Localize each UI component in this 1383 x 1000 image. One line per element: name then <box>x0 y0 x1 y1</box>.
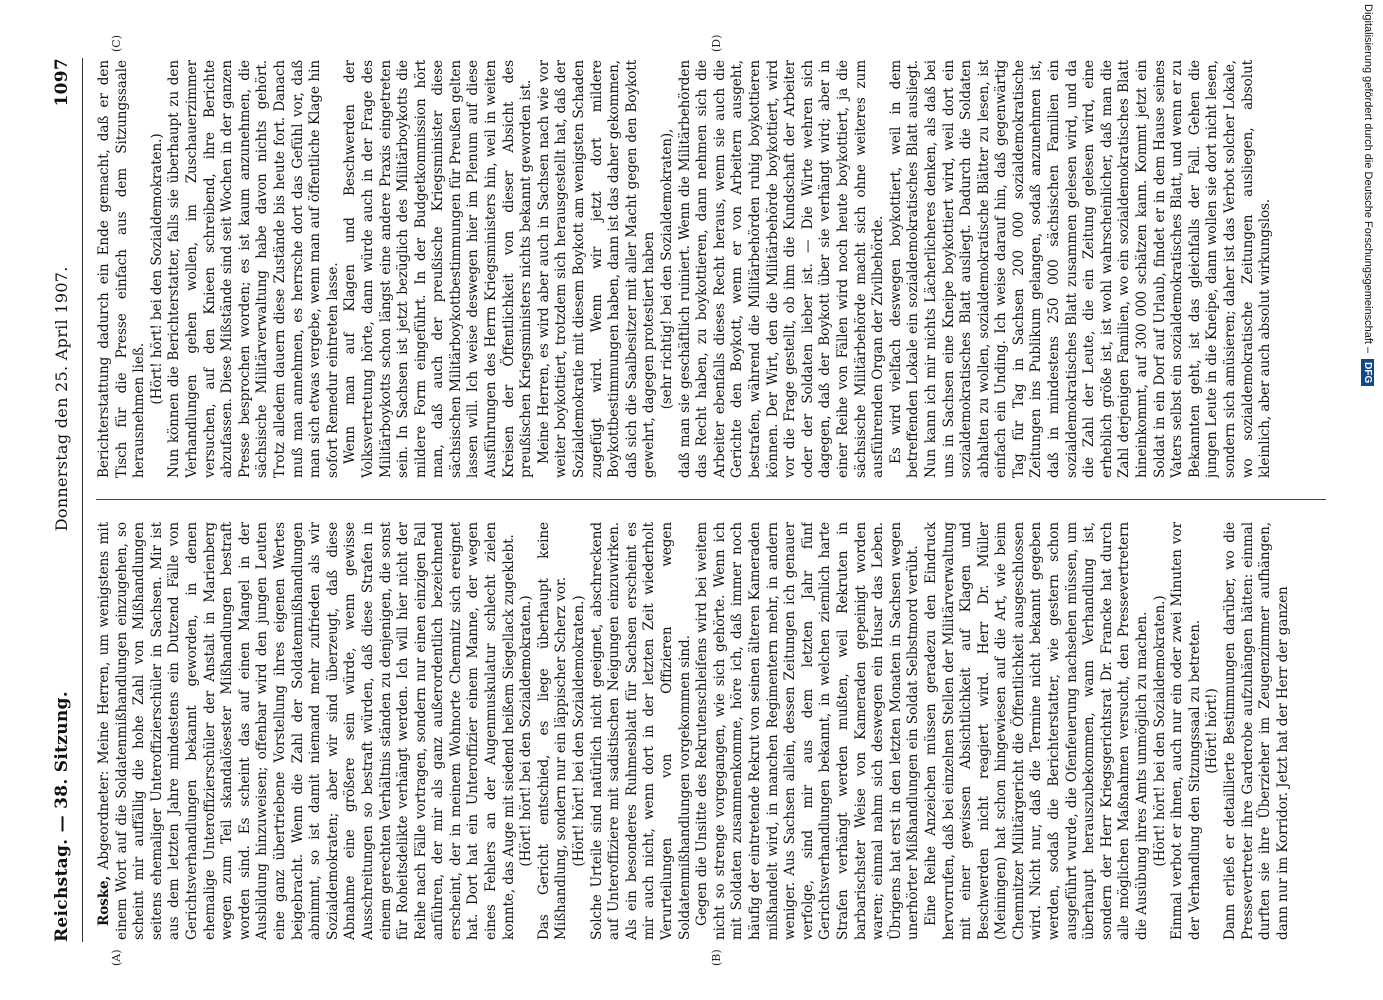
paragraph-text: (Hört! hört! bei den Sozialdemokraten.) <box>148 133 165 405</box>
paragraph <box>96 522 518 940</box>
header-date: Donnerstag den 25. April 1907. <box>52 266 71 532</box>
paragraph-text: Berichterstattung dadurch ein Ende gemacht, daß er den Tisch für die Presse einfach aus dem Sitzungssaale herausnehmen ließ. <box>96 60 148 478</box>
margin-marker-d: (D) <box>710 34 723 52</box>
header-session: Reichstag. — 38. Sitzung. <box>52 691 72 942</box>
paragraph-text: (sehr richtig! bei den Sozialdemokraten), <box>659 128 675 410</box>
paragraph-text: Das Gericht entschied, es liege überhaupt keine Mißhandlung, sondern nur ein läppischer Scherz vor. <box>535 522 570 940</box>
paragraph-text: Eine Reihe Anzeichen müssen geradezu den Eindruck hervorrufen, daß bei einzelnen Stellen der Militärverwaltung mit einer gewissen Absichtlichkeit auf Klagen und Beschwerden nicht reagiert wird. Herr Dr. Müller (Meiningen) hat schon hingewiesen auf die Art, wie beim Chemnitzer Militärgericht die Öffentlichkeit ausgeschlossen wird. Nicht nur, daß die Termine nicht bekannt gegeben werden, sodaß die Berichterstatter, wie gestern schon ausgeführt wurde, die Ofenfeuerung nachsehen müssen, um überhaupt herauszubekommen, wann Verhandlung ist, sondern der Herr Kriegsgerichtsrat Dr. Francke hat durch alle möglichen Maßnahmen versucht, den Pressevertretern die Ausübung ihres Amts unmöglich zu machen. <box>922 522 1151 940</box>
paragraph <box>536 60 659 478</box>
side-note-text: Digitalisierung gefördert durch die Deutsche Forschungsgemeinschaft – <box>1362 4 1374 354</box>
paragraph-text: Meine Herren, es wird aber auch in Sachsen nach wie vor weiter boykottiert, trotzdem sich herausgestellt hat, daß der Sozialdemokratie mit diesem Boykott am wenigsten Schaden zugefügt wird. Wenn wir jetzt dort mildere Boykottbestimmungen haben, dann ist das daher gekommen, daß sich die Saalbesitzer mit aller Macht gegen den Boykott gewehrt, dagegen protestiert haben <box>535 60 658 478</box>
paragraph <box>1204 522 1222 940</box>
margin-marker-c: (C) <box>110 35 123 52</box>
margin-marker-a: (A) <box>110 949 123 966</box>
column-divider <box>96 499 1326 500</box>
speaker-name: Roske, <box>96 875 112 926</box>
paragraph-text: Abgeordneter: Meine Herren, um wenigstens mit einem Wort auf die Soldatenmißhandlungen einzugehen, so scheint mir auffällig die hohe Zahl von Mißhandlungen seitens ehemaliger Unteroffizierschüler in Sachsen. Mir ist aus dem letzten Jahre mindestens ein Dutzend Fälle von Gerichtsverhandlungen bekannt geworden, in denen ehemalige Unteroffizierschüler der Anstalt in Marienberg wegen zum Teil skandalösester Mißhandlungen bestraft worden sind. Es scheint das auf einen Mangel in der Ausbildung hinzuweisen; offenbar wird den jungen Leuten eine ganz übertriebene Vorstellung ihres eigenen Wertes beigebracht. Wenn die Zahl der Soldatenmißhandlungen abnimmt, so ist damit niemand mehr zufrieden als wir Sozialdemokraten; aber wir sind überzeugt, daß diese Abnahme eine größere sein würde, wenn gewisse Ausschreitungen so bestraft würden, daß diese Strafen in einem gerechten Verhältnis ständen zu denjenigen, die sonst für Roheitsdelikte verhängt werden. Ich will hier nicht der Reihe nach Fälle vortragen, sondern nur einen einzigen Fall anführen, der mir als ganz außerordentlich bezeichnend erscheint, der in meinem Wohnorte Chemnitz sich ereignet hat. Dort hat ein Unteroffizier einem Manne, der wegen eines Fehlers an der Augenmuskulatur schlecht zielen konnte, das Auge mit siedend heißem Siegellack zugeklebt. <box>96 522 517 940</box>
page-header <box>52 58 83 942</box>
paragraph <box>571 522 589 940</box>
paragraph-text: (Hört! hört! bei den Sozialdemokraten.) <box>571 595 588 867</box>
paragraph <box>166 60 342 478</box>
paragraph-text: Dann erließ er detaillierte Bestimmungen darüber, wo die Pressevertreter ihre Garderobe aufzuhängen hätten: einmal durften sie ihre Überzieher im Zeugenzimmer aufhängen, dann nur im Korridor. Jetzt hat der Herr der ganzen <box>1222 522 1291 940</box>
paragraph-text: Wenn man auf Klagen und Beschwerden der Volksvertretung hörte, dann würde auch in der Frage des Militärboykotts schon längst eine andere Praxis eingetreten sein. In Sachsen ist jetzt bezüglich des Militärboykotts die mildere Form eingeführt. In der Budgetkommission hört man, daß auch der preußische Kriegsminister diese sächsischen Militärboykottbestimmungen für Preußen gelten lassen will. Ich weise deswegen hier im Plenum auf diese Ausführungen des Herrn Kriegsministers hin, weil in weiten Kreisen der Öffentlichkeit von dieser Absicht des preußischen Kriegsministers nichts bekannt geworden ist. <box>342 60 535 478</box>
paragraph-text: daß man sie geschäftlich ruiniert. Wenn die Militärbehörden das Recht haben, zu boykottieren, dann nehmen sich die Arbeiter ebenfalls dieses Recht heraus, wenn sie auch die Gerichte den Boykott, wenn er von Arbeitern ausgeht, bestrafen, während die Militärbehörden ruhig boykottieren können. Der Wirt, den die Militärbehörde boykottiert, wird vor die Frage gestellt, ob ihm die Kundschaft der Arbeiter oder der Soldaten lieber ist. — Die Wirte wehren sich dagegen, daß der Boykott über sie verhängt wird; aber in einer Reihe von Fällen wird noch heute boykottiert, ja die sächsische Militärbehörde macht sich ohne weiteres zum ausführenden Organ der Zivilbehörde. <box>676 60 887 478</box>
paragraph <box>659 60 677 478</box>
dfg-logo: DFG <box>1362 359 1375 386</box>
paragraph <box>1222 522 1292 940</box>
paragraph <box>677 60 888 478</box>
paragraph-text: (Hört! hört! bei den Sozialdemokraten.) <box>1151 595 1168 867</box>
page-number: 1097 <box>52 58 72 107</box>
paragraph <box>888 60 1275 478</box>
paragraph <box>1152 522 1170 940</box>
paragraph <box>589 522 695 940</box>
paragraph-text: Gegen die Unsitte des Rekrutenschleifens wird bei weitem nicht so strenge vorgegangen, wie sich gehörte. Wenn ich mit Soldaten zusammenkomme, höre ich, daß immer noch häufig der eintretende Rekrut von seinen älteren Kameraden mißhandelt wird, in manchen Regimentern mehr, in andern weniger. Aus Sachsen allein, dessen Zeitungen ich genauer verfolge, sind mir aus dem letzten Jahr fünf Gerichtsverhandlungen bekannt, in welchen ziemlich harte Strafen verhängt werden mußten, weil Rekruten in barbarischster Weise von Kameraden gepeinigt worden waren; einmal nahm sich deswegen ein Husar das Leben. Übrigens hat erst in den letzten Monaten in Sachsen wegen unerhörter Mißhandlungen ein Soldat Selbstmord verübt. <box>694 522 922 940</box>
paragraph-text: (Hört! hört!) <box>1204 688 1221 774</box>
paragraph <box>342 60 536 478</box>
paragraph <box>96 60 149 478</box>
paragraph <box>923 522 1152 940</box>
paragraph-text: Es wird vielfach deswegen boykottiert, weil in dem betreffenden Lokale ein sozialdemokratisches Blatt ausliegt. Nun kann ich mir nichts Lächerlicheres denken, als daß bei uns in Sachsen eine Kneipe boykottiert wird, weil dort ein sozialdemokratisches Blatt ausliegt. Dadurch die Soldaten abhalten zu wollen, sozialdemokratische Blätter zu lesen, ist einfach ein Unding. Ich weise darauf hin, daß gegenwärtig Tag für Tag in Sachsen 200 000 sozialdemokratische Zeitungen ins Publikum gelangen, sodaß anzunehmen ist, daß in mindestens 250 000 sächsischen Familien ein sozialdemokratisches Blatt zusammen gelesen wird, und da die Zahl der Leute, die ein Zeitung gelesen wird, eine erheblich größe ist, ist wohl wahrscheinlicher, daß man die Zahl derjenigen Familien, wo ein sozialdemokratisches Blatt hineinkommt, auf 300 000 schätzen kann. Kommt jetzt ein Soldat in ein Dorf auf Urlaub, findet er in dem Hause seines Vaters selbst ein sozialdemokratisches Blatt, und wenn er zu Bekannten geht, ist das gleichfalls der Fall. Gehen die jungen Leute in die Kneipe, dann wollen sie dort nicht lesen, sondern sich amüsieren; daher ist das Verbot solcher Lokale, wo sozialdemokratische Zeitungen ausliegen, absolut kleinlich, aber auch absolut wirkungslos. <box>887 60 1274 478</box>
paragraph-text: (Hört! hört! bei den Sozialdemokraten.) <box>518 595 535 867</box>
paragraph-text: Solche Urteile sind natürlich nicht geeignet, abschreckend auf Unteroffiziere mit sadistischen Neigungen einzuwirken. Als ein besonderes Ruhmesblatt für Sachsen erscheint es mir auch nicht, wenn dort in der letzten Zeit wiederholt Verurteilungen von Offizieren wegen Soldatenmißhandlungen vorgekommen sind. <box>588 522 693 940</box>
paragraph-text: Einmal verbot er ihnen, auch nur ein oder zwei Minuten vor der Verhandlung den Sitzungssaal zu betreten. <box>1169 522 1203 940</box>
paragraph <box>1169 522 1204 940</box>
side-note <box>1361 4 1379 604</box>
paragraph-text: Nun können die Berichterstatter, falls sie überhaupt zu den Verhandlungen gehen wollen, im Zuschauerzimmer versuchen, auf den Knieen schreibend, ihre Berichte abzufassen. Diese Mißstände sind seit Wochen in der ganzen Presse besprochen worden; es ist kaum anzunehmen, die sächsische Militärverwaltung habe davon nichts gehört. Trotz alledem dauern diese Zustände bis heute fort. Danach muß man annehmen, es herrsche dort das Gefühl vor, daß man sich etwas vergebe, wenn man auf öffentliche Klage hin sofort Remedur eintreten lasse. <box>166 60 341 478</box>
paragraph <box>518 522 536 940</box>
right-text-column <box>96 60 1326 478</box>
paragraph <box>694 522 923 940</box>
paragraph <box>149 60 167 478</box>
paragraph <box>536 522 571 940</box>
margin-marker-b: (B) <box>710 949 723 966</box>
left-text-column <box>96 522 1326 940</box>
